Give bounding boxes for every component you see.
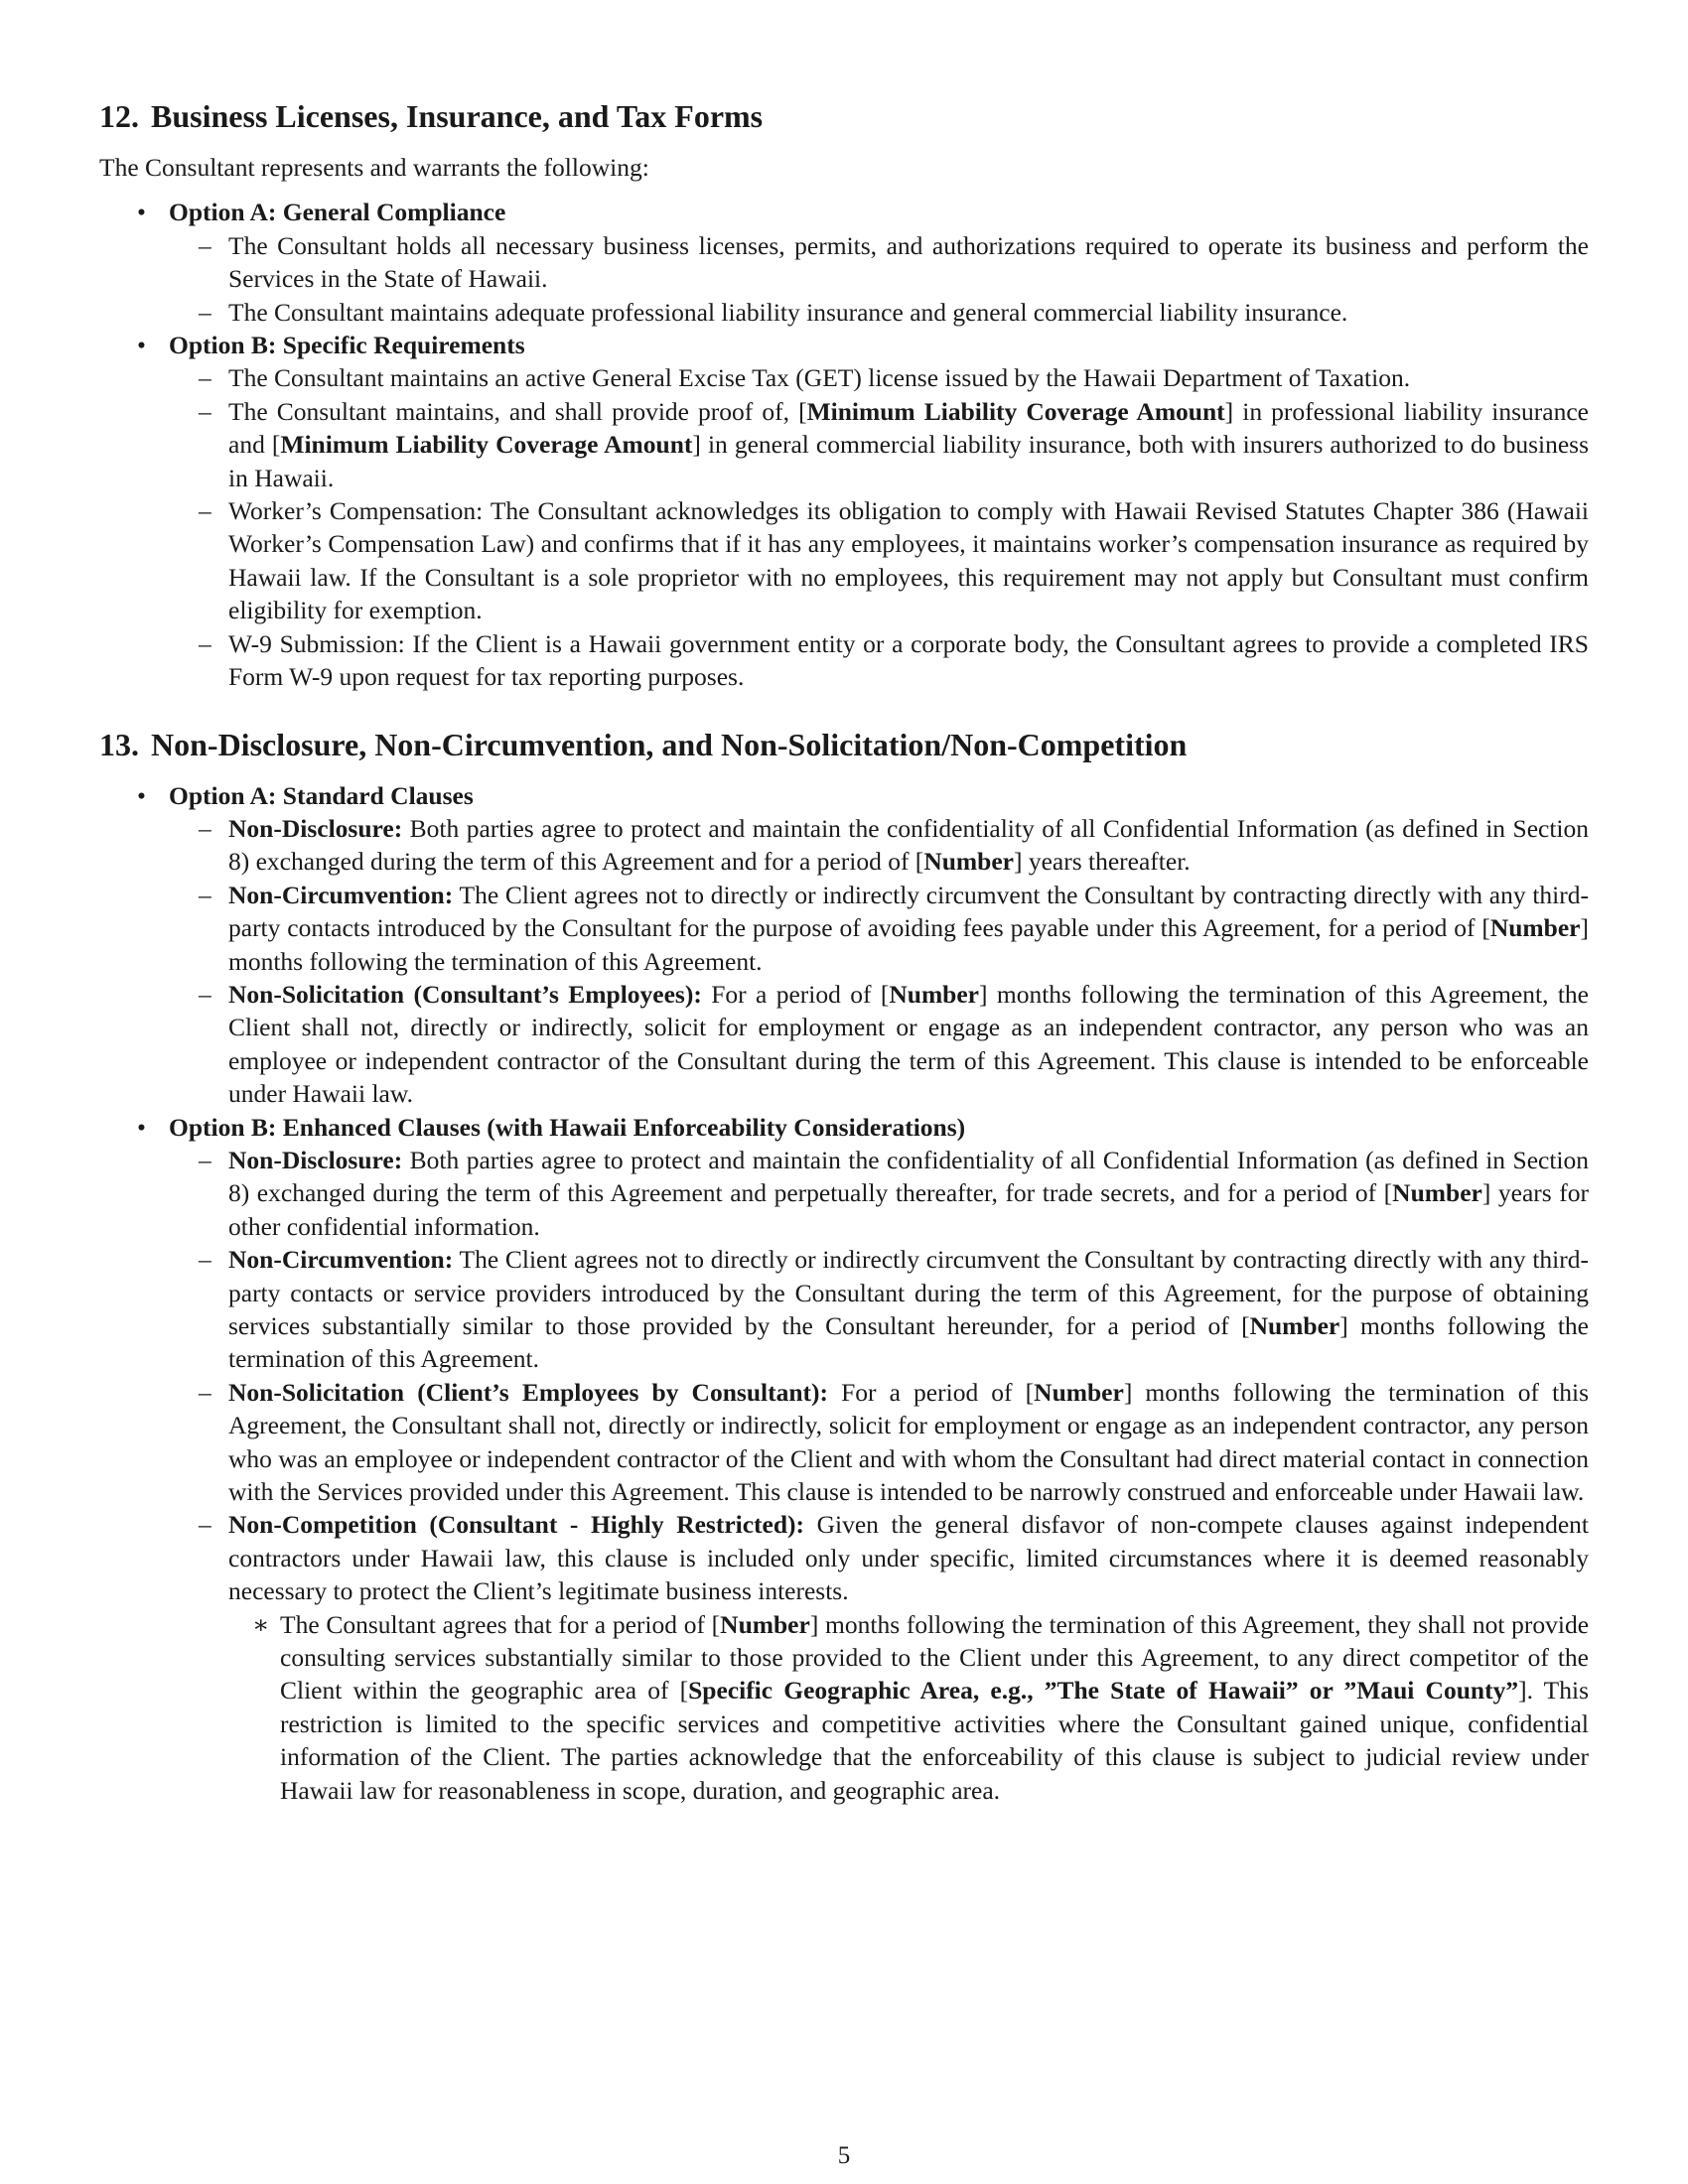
clause-non-disclosure-b — [169, 1144, 1589, 1243]
section-13-option-a — [99, 779, 1589, 1111]
section-12-option-b-title: Option B: Specific Requirements — [169, 331, 525, 360]
clause-text: The Consultant maintains, and shall provide proof of, [ — [228, 396, 807, 426]
clause-text: ] years for other confidential information. — [228, 1178, 1590, 1241]
clause-text: ] months following the termination of this Agreement. — [228, 1311, 1589, 1374]
section-12-option-a-title: Option A: General Compliance — [169, 198, 506, 227]
section-12-option-b-list — [169, 361, 1589, 693]
placeholder-number: Number — [1392, 1178, 1482, 1208]
clause-text: Both parties agree to protect and maintain the confidentiality of all Confidential Information (as defined in Section 8) exchanged during the term of this Agreement and perpetually thereafter, for trade secrets, and for a period of [ — [228, 1145, 1589, 1208]
clause-non-competition-b — [169, 1508, 1589, 1807]
section-13-option-b-list — [169, 1144, 1589, 1807]
section-12-option-a — [99, 196, 1589, 329]
clause-text: ] months following the termination of this Agreement, they shall not provide consulting services substantially similar to those provided to the Client under this Agreement, to any direct competitor of the Client within the geographic area of [ — [280, 1609, 1590, 1706]
section-12-intro: The Consultant represents and warrants the following: — [99, 153, 649, 182]
clause-text: ] in general commercial liability insurance, both with insurers authorized to do business in Hawaii. — [228, 430, 1589, 492]
section-12-options — [99, 196, 1589, 693]
clause-non-competition-terms — [228, 1608, 1589, 1807]
clause-non-solicitation-a — [169, 978, 1589, 1111]
section-12-option-a-list — [169, 229, 1589, 329]
clause-label: Non-Solicitation (Client’s Employees by Consultant): — [228, 1377, 828, 1407]
placeholder-geographic-area: Specific Geographic Area, e.g., ”The State of Hawaii” or ”Maui County” — [688, 1676, 1519, 1706]
placeholder-number: Number — [1034, 1377, 1124, 1407]
clause-get-license: – The Consultant maintains an active General Excise Tax (GET) license issued by the Hawaii Department of Taxation. — [169, 361, 1589, 394]
placeholder-number: Number — [1489, 913, 1581, 943]
clause-business-licenses: – The Consultant holds all necessary business licenses, permits, and authorizations required to operate its business and perform the Services in the State of Hawaii. — [169, 229, 1589, 296]
document-page — [99, 95, 1589, 1807]
placeholder-coverage-amount: Minimum Liability Coverage Amount — [280, 430, 693, 460]
clause-non-circumvention-a — [169, 879, 1589, 978]
clause-text: ] months following the termination of this Agreement. — [228, 913, 1589, 976]
section-12-title: Business Licenses, Insurance, and Tax Forms — [151, 98, 764, 134]
clause-liability-coverage — [169, 395, 1589, 494]
clause-label: Non-Competition (Consultant - Highly Restricted): — [228, 1510, 805, 1540]
placeholder-number: Number — [889, 979, 980, 1009]
placeholder-number: Number — [1249, 1311, 1340, 1340]
clause-text: ] in professional liability insurance and [ — [228, 396, 1590, 460]
section-13-option-b — [99, 1111, 1589, 1808]
clause-label: Non-Circumvention: — [228, 1245, 454, 1275]
page-number: 5 — [837, 2142, 851, 2169]
clause-label: Non-Disclosure: — [228, 813, 403, 843]
placeholder-number: Number — [720, 1609, 810, 1639]
clause-text: Given the general disfavor of non-compete clauses against independent contractors under Hawaii law, this clause is included only under specific, limited circumstances where it is deemed reasonably necessary to protect the Client’s legitimate business interests. — [228, 1510, 1589, 1606]
non-competition-sublist — [228, 1608, 1589, 1807]
clause-text: The Client agrees not to directly or indirectly circumvent the Consultant by contracting directly with any third-party contacts or service providers introduced by the Consultant during the term of this Agreement, for the purpose of obtaining services substantially similar to those provided by the Consultant hereunder, for a period of [ — [228, 1245, 1589, 1340]
clause-text: Both parties agree to protect and maintain the confidentiality of all Confidential Information (as defined in Section 8) exchanged during the term of this Agreement and for a period of [ — [228, 813, 1589, 877]
section-12-option-b — [99, 329, 1589, 693]
placeholder-coverage-amount: Minimum Liability Coverage Amount — [806, 396, 1225, 426]
clause-text: ] months following the termination of this Agreement, the Consultant shall not, directly or indirectly, solicit for employment or engage as an independent contractor, any person who was an employee or independent contractor of the Client and with whom the Consultant had direct material contact in connection with the Services provided under this Agreement. This clause is intended to be narrowly construed and enforceable under Hawaii law. — [228, 1377, 1589, 1507]
clause-non-solicitation-b — [169, 1376, 1589, 1509]
clause-text: The Client agrees not to directly or indirectly circumvent the Consultant by contracting directly with any third-party contacts introduced by the Consultant for the purpose of avoiding fees payable under this Agreement, for a period of [ — [228, 880, 1589, 943]
clause-text: The Consultant agrees that for a period of [ — [280, 1609, 721, 1639]
clause-non-circumvention-b — [169, 1243, 1589, 1376]
clause-text: ]. This restriction is limited to the specific services and competitive activities where the Consultant gained unique, confidential information of the Client. The parties acknowledge that the enforceability of this clause is subject to judicial review under Hawaii law for reasonableness in scope, duration, and geographic area. — [280, 1676, 1589, 1805]
clause-non-disclosure-a — [169, 812, 1589, 879]
section-13-option-a-list — [169, 812, 1589, 1111]
clause-text: For a period of [ — [701, 979, 890, 1009]
section-13-options — [99, 779, 1589, 1808]
section-12-heading — [99, 95, 1589, 137]
section-13-heading — [99, 724, 1589, 765]
clause-label: Non-Solicitation (Consultant’s Employees): — [228, 979, 702, 1009]
section-13-title: Non-Disclosure, Non-Circumvention, and Non-Solicitation/Non-Competition — [151, 726, 1188, 762]
section-13-option-b-title: Option B: Enhanced Clauses (with Hawaii Enforceability Considerations) — [169, 1112, 966, 1142]
clause-workers-compensation: – Worker’s Compensation: The Consultant acknowledges its obligation to comply with Hawaii Revised Statutes Chapter 386 (Hawaii Worker’s Compensation Law) and confirms that if it has any employees, it maintains worker’s compensation insurance as required by Hawaii law. If the Consultant is a sole proprietor with no employees, this requirement may not apply but Consultant must confirm eligibility for exemption. — [169, 494, 1589, 627]
clause-w9-submission: – W-9 Submission: If the Client is a Hawaii government entity or a corporate body, the Consultant agrees to provide a completed IRS Form W-9 upon request for tax reporting purposes. — [169, 627, 1589, 694]
clause-text: For a period of [ — [828, 1377, 1035, 1407]
section-13-option-a-title: Option A: Standard Clauses — [169, 780, 474, 810]
placeholder-number: Number — [923, 847, 1014, 877]
section-12-number: 12. — [99, 98, 139, 134]
clause-label: Non-Disclosure: — [228, 1145, 403, 1174]
clause-label: Non-Circumvention: — [228, 880, 454, 909]
section-13-number: 13. — [99, 726, 139, 762]
clause-adequate-insurance: – The Consultant maintains adequate professional liability insurance and general commercial liability insurance. — [169, 296, 1589, 329]
clause-text: ] months following the termination of this Agreement, the Client shall not, directly or indirectly, solicit for employment or engage as an independent contractor, any person who was an employee or independent contractor of the Consultant during the term of this Agreement. This clause is intended to be enforceable under Hawaii law. — [228, 979, 1589, 1109]
clause-text: ] years thereafter. — [1013, 847, 1191, 877]
